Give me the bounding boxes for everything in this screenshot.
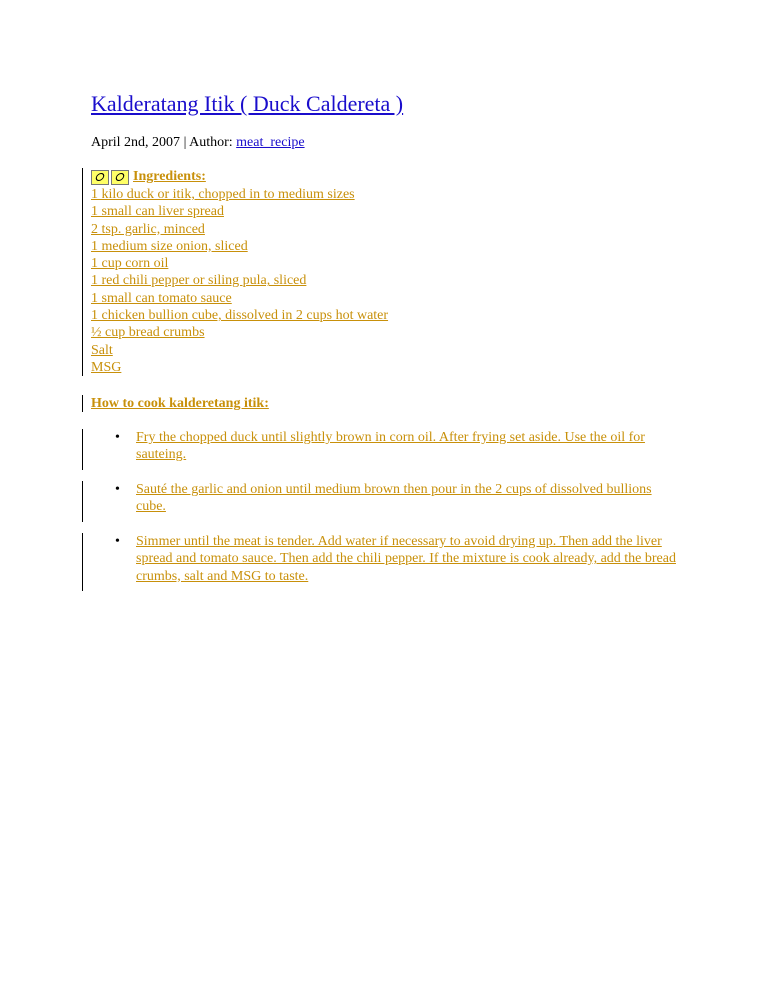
post-meta [91,134,305,152]
step-text[interactable]: Fry the chopped duck until slightly brown in corn oil. After frying set aside. Use the oil for sauteing. [136,430,645,463]
page-title[interactable]: Kalderatang Itik ( Duck Caldereta ) [91,91,404,116]
step-item [82,429,683,470]
howto-heading[interactable]: How to cook kalderetang itik: [82,395,269,412]
ingredient-icon [91,170,109,185]
ingredient-item[interactable]: 1 small can liver spread [91,204,224,220]
ingredient-item[interactable]: 1 kilo duck or itik, chopped in to medium sizes [91,187,355,202]
ingredient-item[interactable]: 1 cup corn oil [91,256,169,272]
ingredients-heading[interactable]: Ingredients: [133,169,206,185]
step-item [82,533,683,591]
step-text[interactable]: Sauté the garlic and onion until medium brown then pour in the 2 cups of dissolved bullions cube. [136,482,652,515]
ingredient-item[interactable]: 2 tsp. garlic, minced [91,221,205,237]
ingredients-heading-row [91,168,388,186]
ingredient-item[interactable]: Salt [91,342,113,358]
ingredient-item[interactable]: 1 red chili pepper or siling pula, sliced [91,273,307,289]
ingredient-item[interactable]: 1 chicken bullion cube, dissolved in 2 cups hot water [91,308,389,324]
ingredients-section [82,168,388,376]
ingredient-item[interactable]: 1 small can tomato sauce [91,290,232,306]
ingredient-item[interactable]: MSG [91,359,122,375]
post-date: April 2nd, 2007 [91,135,181,150]
bullet-icon: • [115,482,120,497]
ingredient-item[interactable]: ½ cup bread crumbs [91,325,205,341]
ingredient-item[interactable]: 1 medium size onion, sliced [91,238,248,254]
ingredient-icon [111,170,129,185]
ingredient-list [91,186,388,376]
step-item [82,481,683,522]
author-link[interactable]: meat_recipe [236,135,305,150]
bullet-icon: • [115,430,120,445]
bullet-icon: • [115,534,120,549]
step-text[interactable]: Simmer until the meat is tender. Add water if necessary to avoid drying up. Then add the liver spread and tomato sauce. Then add the chili pepper. If the mixture is cook already, add the bread crumbs, salt and MSG to taste. [136,534,676,584]
author-separator: | Author: [180,135,237,150]
